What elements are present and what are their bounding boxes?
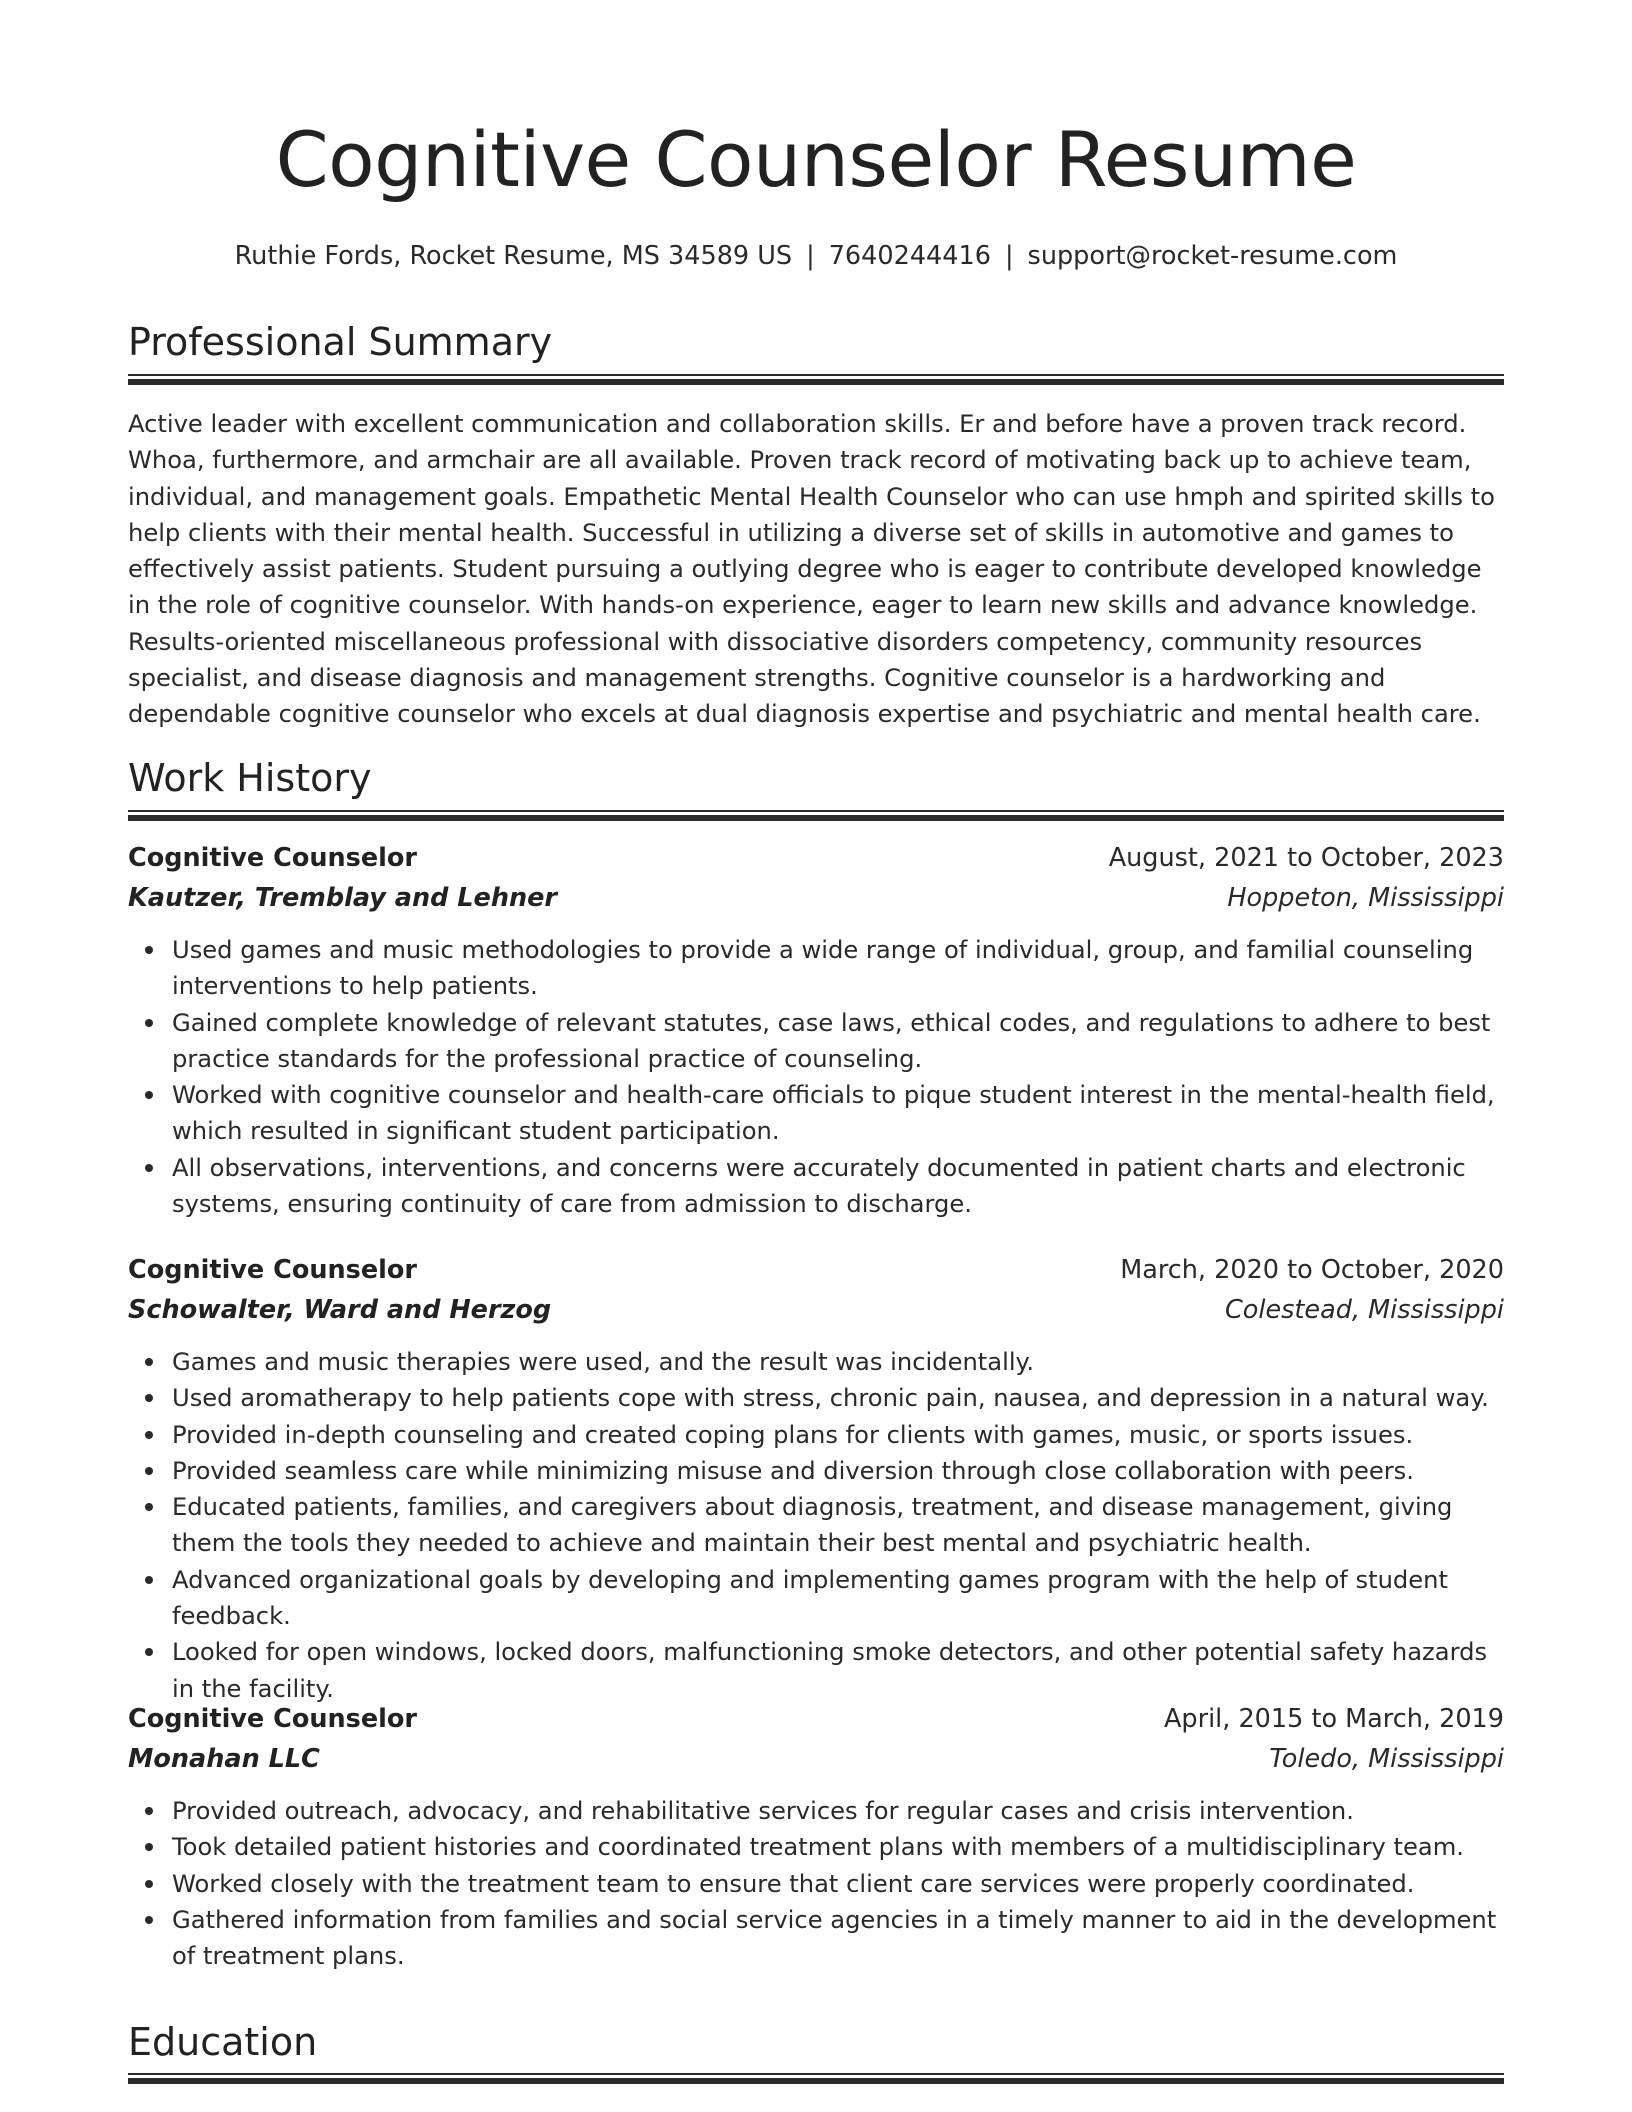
summary-text: Active leader with excellent communication and collaboration skills. Er and before have a proven track record. Whoa, furthermore, and armchair are all available. Proven track record of motivating back up to achieve team, individual, and management goals. Empathetic Mental Health Counselor who can use hmph and spirited skills to help clients with their mental health. Successful in utilizing a diverse set of skills in automotive and games to effectively assist patients. Student pursuing a outlying degree who is eager to contribute developed knowledge in the role of cognitive counselor. With hands-on experience, eager to learn new skills and advance knowledge. Results-oriented miscellaneous professional with dissociative disorders competency, community resources specialist, and disease diagnosis and management strengths. Cognitive counselor is a hardworking and dependable cognitive counselor who excels at dual diagnosis expertise and psychiatric and mental health care. bbox=[128, 410, 1495, 729]
job-bullet: Provided seamless care while minimizing misuse and diversion through close collaboration with peers. bbox=[128, 1453, 1504, 1489]
work-section-header bbox=[128, 755, 1504, 801]
job-bullet: Gathered information from families and social service agencies in a timely manner to aid in the development of treatment plans. bbox=[128, 1902, 1504, 1975]
job-title: Cognitive Counselor bbox=[128, 1704, 417, 1734]
summary-section-header bbox=[128, 319, 1504, 365]
job-dates: March, 2020 to October, 2020 bbox=[1120, 1255, 1504, 1285]
job-bullet: Provided in-depth counseling and created coping plans for clients with games, music, or sports issues. bbox=[128, 1417, 1504, 1453]
job-company-row bbox=[128, 1290, 1504, 1330]
job-entry bbox=[128, 1699, 1504, 1974]
education-heading: Education bbox=[128, 2020, 318, 2064]
job-header-row bbox=[128, 1250, 1504, 1290]
job-bullet: Advanced organizational goals by developing and implementing games program with the help of student feedback. bbox=[128, 1562, 1504, 1635]
job-bullet: Gained complete knowledge of relevant statutes, case laws, ethical codes, and regulations to adhere to best practice standards for the professional practice of counseling. bbox=[128, 1005, 1504, 1078]
job-company-row bbox=[128, 1739, 1504, 1779]
section-divider bbox=[128, 810, 1504, 820]
contact-phone: 7640244416 bbox=[828, 241, 991, 271]
job-bullet: Worked closely with the treatment team to ensure that client care services were properly coordinated. bbox=[128, 1866, 1504, 1902]
contact-separator: | bbox=[806, 241, 815, 271]
job-company: Kautzer, Tremblay and Lehner bbox=[128, 883, 558, 913]
job-bullet: Used aromatherapy to help patients cope with stress, chronic pain, nausea, and depression in a natural way. bbox=[128, 1380, 1504, 1416]
job-header-row bbox=[128, 838, 1504, 878]
job-company-row bbox=[128, 878, 1504, 918]
job-bullet: Provided outreach, advocacy, and rehabilitative services for regular cases and crisis intervention. bbox=[128, 1793, 1504, 1829]
job-bullet-list bbox=[128, 1793, 1504, 1974]
contact-separator: | bbox=[1004, 241, 1014, 271]
job-header-row bbox=[128, 1699, 1504, 1739]
job-location: Toledo, Mississippi bbox=[1269, 1744, 1504, 1774]
contact-address: Ruthie Fords, Rocket Resume, MS 34589 US bbox=[234, 241, 793, 271]
job-bullet: Used games and music methodologies to provide a wide range of individual, group, and familial counseling interventions to help patients. bbox=[128, 932, 1504, 1005]
contact-line bbox=[128, 240, 1504, 272]
job-bullet: Educated patients, families, and caregivers about diagnosis, treatment, and disease management, giving them the tools they needed to achieve and maintain their best mental and psychiatric health. bbox=[128, 1489, 1504, 1562]
section-divider bbox=[128, 374, 1504, 384]
job-location: Colestead, Mississippi bbox=[1224, 1295, 1504, 1325]
job-entry bbox=[128, 838, 1504, 1222]
job-title: Cognitive Counselor bbox=[128, 843, 417, 873]
job-bullet: Worked with cognitive counselor and health-care officials to pique student interest in the mental-health field, which resulted in significant student participation. bbox=[128, 1077, 1504, 1150]
job-entry bbox=[128, 1250, 1504, 1707]
job-dates: August, 2021 to October, 2023 bbox=[1108, 843, 1504, 873]
job-title: Cognitive Counselor bbox=[128, 1255, 417, 1285]
work-heading: Work History bbox=[128, 756, 372, 800]
job-dates: April, 2015 to March, 2019 bbox=[1163, 1704, 1504, 1734]
job-bullet-list bbox=[128, 1344, 1504, 1707]
job-company: Monahan LLC bbox=[128, 1744, 320, 1774]
summary-heading: Professional Summary bbox=[128, 320, 553, 364]
job-bullet: Took detailed patient histories and coordinated treatment plans with members of a multidisciplinary team. bbox=[128, 1829, 1504, 1865]
job-location: Hoppeton, Mississippi bbox=[1227, 883, 1504, 913]
contact-email: support@rocket-resume.com bbox=[1027, 241, 1398, 271]
section-divider bbox=[128, 2073, 1504, 2083]
job-bullet-list bbox=[128, 932, 1504, 1222]
job-bullet: Games and music therapies were used, and the result was incidentally. bbox=[128, 1344, 1504, 1380]
job-company: Schowalter, Ward and Herzog bbox=[128, 1295, 552, 1325]
job-bullet: All observations, interventions, and concerns were accurately documented in patient charts and electronic systems, ensuring continuity of care from admission to discharge. bbox=[128, 1150, 1504, 1223]
page-title: Cognitive Counselor Resume bbox=[275, 115, 1357, 204]
education-section-header bbox=[128, 2019, 1504, 2065]
job-bullet: Looked for open windows, locked doors, malfunctioning smoke detectors, and other potential safety hazards in the facility. bbox=[128, 1634, 1504, 1707]
